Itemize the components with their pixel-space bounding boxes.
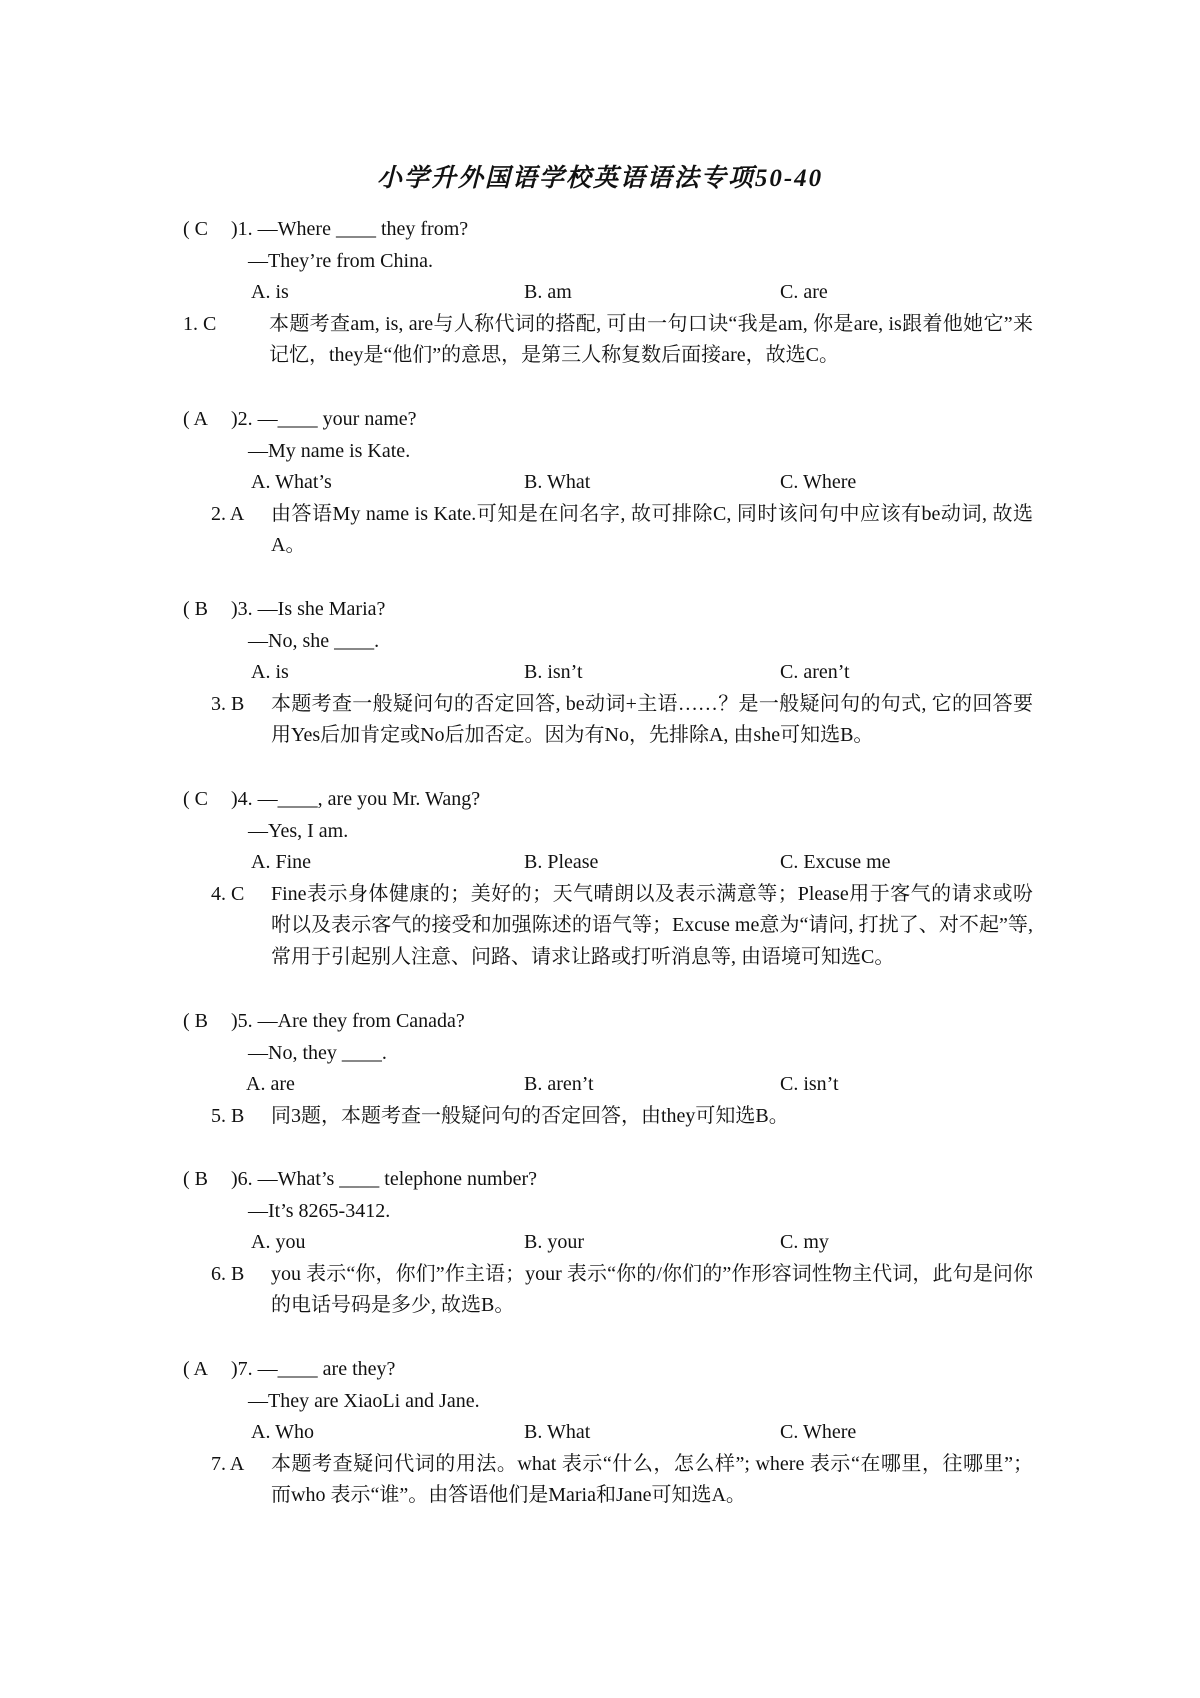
explanation-number: 5. B — [211, 1104, 245, 1127]
answer-mark: ( A — [183, 1358, 208, 1380]
question-block — [183, 214, 1033, 372]
options-row — [183, 467, 1033, 499]
question-block — [183, 1164, 1033, 1322]
explanation — [211, 689, 1033, 752]
explanation-text: 同3题，本题考查一般疑问句的否定回答，由they可知选B。 — [271, 1104, 789, 1127]
options-row — [183, 1417, 1033, 1449]
question-stem: )2. —____ your name? — [231, 408, 417, 430]
explanation — [211, 499, 1033, 562]
explanation — [211, 1101, 1033, 1133]
answer-mark: ( C — [183, 788, 208, 810]
question-reply: —No, they ____. — [248, 1041, 387, 1064]
option-b: B. What — [524, 1421, 591, 1444]
explanation-text: 本题考查疑问代词的用法。what 表示“什么，怎么样”; where 表示“在哪里，往哪里”；而who 表示“谁”。由答语他们是Maria和Jane可知选A。 — [271, 1452, 1033, 1507]
answer-mark: ( B — [183, 598, 208, 620]
question-line — [183, 784, 1033, 816]
option-c: C. aren’t — [780, 661, 850, 684]
option-b: B. Please — [524, 851, 599, 874]
question-stem: )7. —____ are they? — [231, 1358, 396, 1380]
question-block — [183, 1006, 1033, 1132]
question-stem: )4. —____, are you Mr. Wang? — [231, 788, 481, 810]
option-c: C. Where — [780, 1421, 857, 1444]
explanation — [211, 1449, 1033, 1512]
option-a: A. is — [251, 661, 289, 684]
options-row — [183, 847, 1033, 879]
question-line — [183, 1164, 1033, 1196]
question-block — [183, 404, 1033, 562]
option-a: A. is — [251, 281, 289, 304]
explanation-number: 1. C — [183, 312, 217, 335]
options-row — [183, 1227, 1033, 1259]
option-a: A. are — [246, 1073, 295, 1096]
explanation-text: 由答语My name is Kate.可知是在问名字, 故可排除C, 同时该问句中应该有be动词, 故选A。 — [271, 502, 1033, 557]
question-block — [183, 594, 1033, 752]
question-reply: —It’s 8265-3412. — [248, 1199, 391, 1222]
option-b: B. aren’t — [524, 1073, 594, 1096]
question-line — [183, 404, 1033, 436]
question-reply: —Yes, I am. — [248, 819, 349, 842]
explanation — [183, 309, 1033, 372]
options-row — [183, 1069, 1033, 1101]
option-a: A. you — [251, 1231, 306, 1254]
option-b: B. What — [524, 471, 591, 494]
options-row — [183, 277, 1033, 309]
answer-mark: ( C — [183, 218, 208, 240]
explanation — [211, 879, 1033, 974]
explanation-number: 7. A — [211, 1452, 245, 1475]
question-stem: )6. —What’s ____ telephone number? — [231, 1168, 538, 1190]
option-c: C. Excuse me — [780, 851, 891, 874]
explanation-text: 本题考查am, is, are与人称代词的搭配, 可由一句口诀“我是am, 你是are, is跟着他她它”来记忆，they是“他们”的意思，是第三人称复数后面接are，故选C。 — [269, 312, 1033, 367]
explanation-text: 本题考查一般疑问句的否定回答, be动词+主语……？是一般疑问句的句式, 它的回答要用Yes后加肯定或No后加否定。因为有No，先排除A, 由she可知选B。 — [271, 692, 1033, 747]
question-reply: —No, she ____. — [248, 629, 380, 652]
explanation-number: 2. A — [211, 502, 245, 525]
question-line — [183, 1354, 1033, 1386]
option-b: B. your — [524, 1231, 584, 1254]
question-reply: —They’re from China. — [248, 249, 433, 272]
explanation-number: 3. B — [211, 692, 245, 715]
question-stem: )1. —Where ____ they from? — [231, 218, 469, 240]
question-line — [183, 214, 1033, 246]
explanation-text: Fine表示身体健康的；美好的；天气晴朗以及表示满意等；Please用于客气的请求或吩咐以及表示客气的接受和加强陈述的语气等；Excuse me意为“请问, 打扰了、对不起”等, 常用于引起别人注意、问路、请求让路或打听消息等, 由语境可知选C。 — [271, 882, 1033, 968]
page-title: 小学升外国语学校英语语法专项50-40 — [376, 165, 824, 192]
option-b: B. am — [524, 281, 572, 304]
option-c: C. are — [780, 281, 828, 304]
options-row — [183, 657, 1033, 689]
option-b: B. isn’t — [524, 661, 583, 684]
question-line — [183, 594, 1033, 626]
question-stem: )5. —Are they from Canada? — [231, 1010, 465, 1032]
option-c: C. isn’t — [780, 1073, 839, 1096]
answer-mark: ( A — [183, 408, 208, 430]
explanation-text: you 表示“你，你们”作主语；your 表示“你的/你们的”作形容词性物主代词，此句是问你的电话号码是多少, 故选B。 — [271, 1262, 1033, 1317]
explanation-number: 4. C — [211, 882, 245, 905]
question-block — [183, 784, 1033, 974]
question-reply: —They are XiaoLi and Jane. — [248, 1389, 480, 1412]
option-c: C. my — [780, 1231, 829, 1254]
option-a: A. What’s — [251, 471, 332, 494]
option-a: A. Fine — [251, 851, 311, 874]
explanation-number: 6. B — [211, 1262, 245, 1285]
option-a: A. Who — [251, 1421, 314, 1444]
question-line — [183, 1006, 1033, 1038]
option-c: C. Where — [780, 471, 857, 494]
question-stem: )3. —Is she Maria? — [231, 598, 386, 620]
answer-mark: ( B — [183, 1168, 208, 1190]
question-block — [183, 1354, 1033, 1512]
answer-mark: ( B — [183, 1010, 208, 1032]
explanation — [211, 1259, 1033, 1322]
question-reply: —My name is Kate. — [248, 439, 411, 462]
